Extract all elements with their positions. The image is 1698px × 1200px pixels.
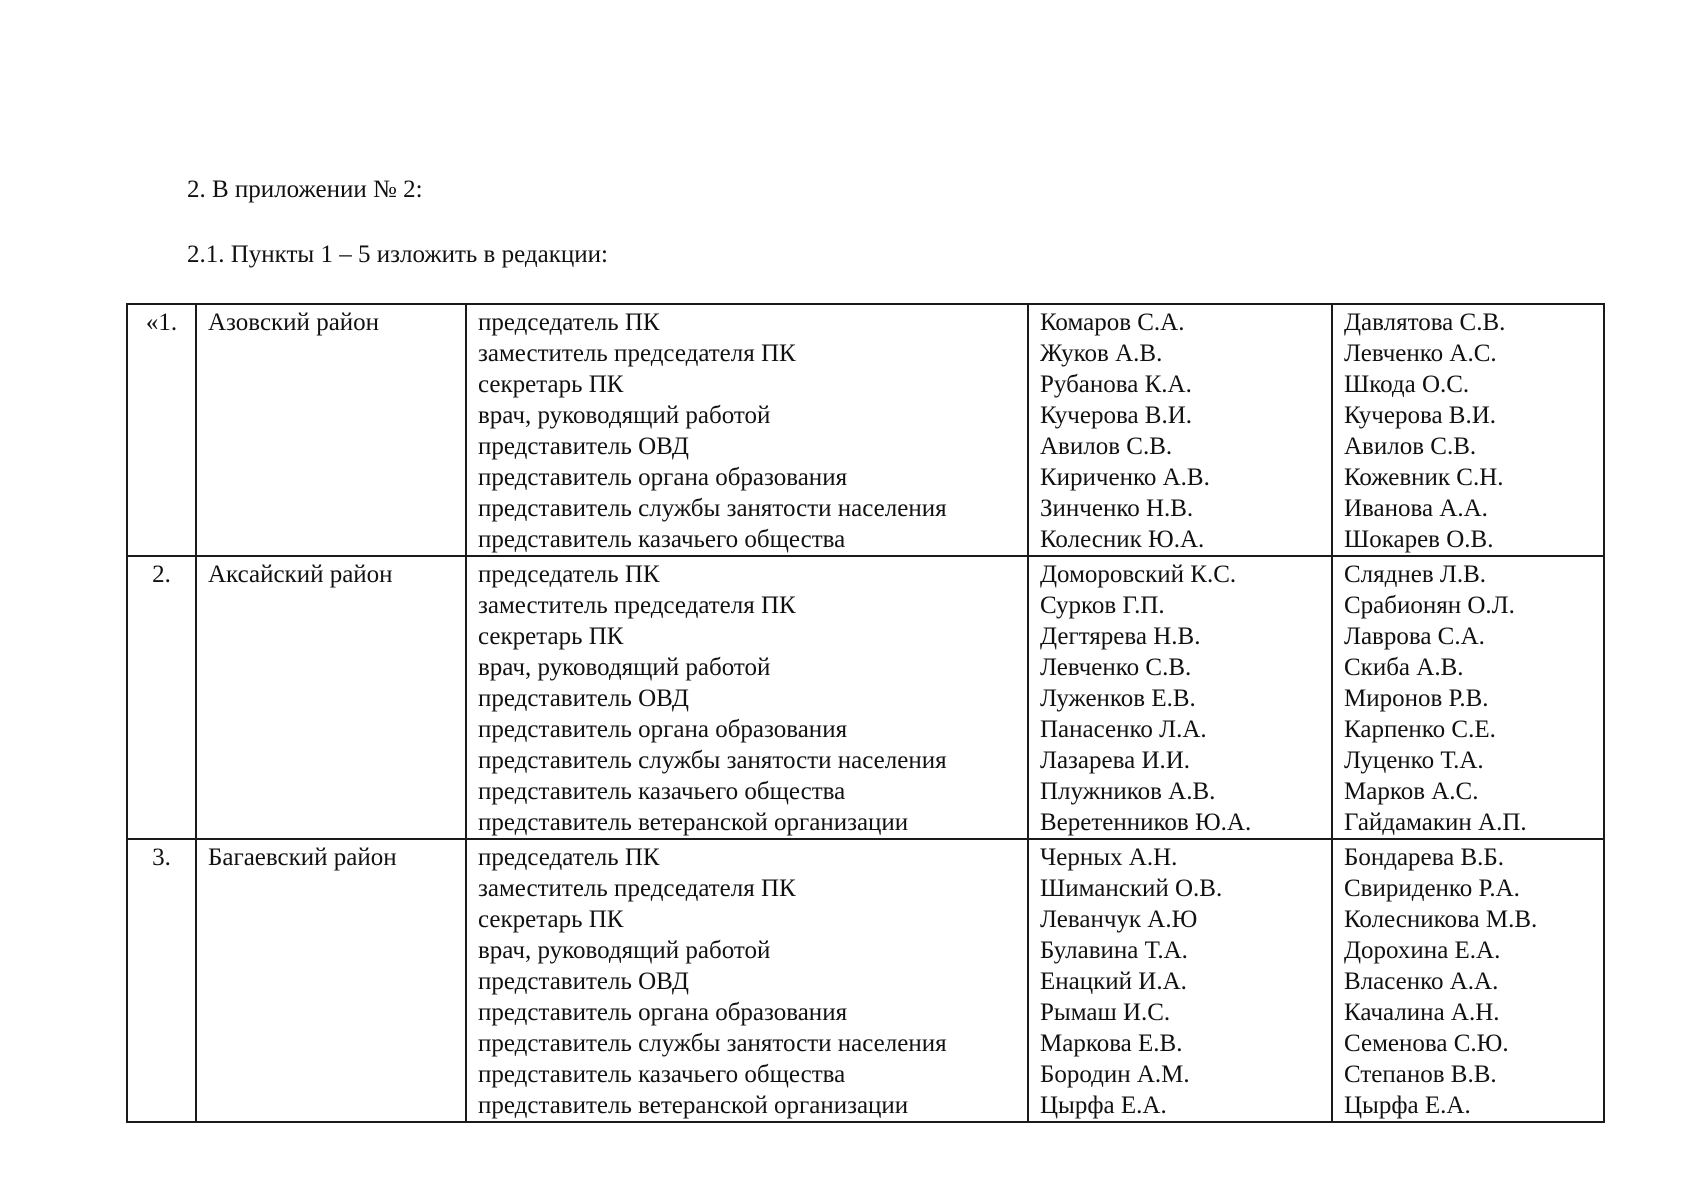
- row-number: 2.: [127, 556, 196, 839]
- reserve-member-name: Срабионян О.Л.: [1344, 592, 1515, 619]
- reserve-member-name: Иванова А.А.: [1344, 495, 1488, 522]
- reserve-member-name: Цырфа Е.А.: [1344, 1092, 1471, 1119]
- main-member-name: Рымаш И.С.: [1040, 999, 1171, 1026]
- district-name: Аксайский район: [196, 556, 466, 839]
- district-row: [127, 304, 1604, 556]
- reserve-member-name: Кучерова В.И.: [1344, 402, 1497, 429]
- reserve-member-name: Луценко Т.А.: [1344, 747, 1484, 774]
- reserve-member-name: Давлятова С.В.: [1344, 309, 1506, 336]
- reserve-member-name: Колесникова М.В.: [1344, 906, 1538, 933]
- role-label: представитель ветеранской организации: [478, 1092, 909, 1119]
- main-member-name: Рубанова К.А.: [1040, 371, 1192, 398]
- main-member-name: Авилов С.В.: [1040, 433, 1173, 460]
- main-member-name: Доморовский К.С.: [1040, 561, 1237, 588]
- main-member-name: Цырфа Е.А.: [1040, 1092, 1167, 1119]
- reserve-member-name: Власенко А.А.: [1344, 968, 1499, 995]
- role-label: председатель ПК: [478, 309, 660, 336]
- reserve-member-name: Шокарев О.В.: [1344, 526, 1494, 553]
- role-label: представитель органа образования: [478, 464, 848, 491]
- commission-roster-table: [126, 303, 1605, 1123]
- reserve-member-name: Карпенко С.Е.: [1344, 716, 1496, 743]
- main-member-name: Плужников А.В.: [1040, 778, 1216, 805]
- main-member-name: Панасенко Л.А.: [1040, 716, 1207, 743]
- main-member-name: Шиманский О.В.: [1040, 875, 1223, 902]
- role-label: представитель казачьего общества: [478, 526, 846, 553]
- role-label: секретарь ПК: [478, 371, 624, 398]
- reserve-member-name: Марков А.С.: [1344, 778, 1479, 805]
- main-member-name: Кучерова В.И.: [1040, 402, 1193, 429]
- reserve-member-name: Качалина А.Н.: [1344, 999, 1500, 1026]
- main-member-name: Енацкий И.А.: [1040, 968, 1187, 995]
- role-label: заместитель председателя ПК: [478, 340, 796, 367]
- main-member-name: Черных А.Н.: [1040, 844, 1178, 871]
- main-member-name: Лазарева И.И.: [1040, 747, 1191, 774]
- reserve-member-name: Бондарева В.Б.: [1344, 844, 1504, 871]
- role-label: представитель казачьего общества: [478, 778, 846, 805]
- main-cell: [1028, 304, 1332, 556]
- paragraph-appendix-2: 2. В приложении № 2:: [187, 176, 423, 203]
- reserve-member-name: Семенова С.Ю.: [1344, 1030, 1509, 1057]
- role-label: представитель органа образования: [478, 716, 848, 743]
- reserve-member-name: Миронов Р.В.: [1344, 685, 1489, 712]
- main-member-name: Кириченко А.В.: [1040, 464, 1210, 491]
- main-member-name: Зинченко Н.В.: [1040, 495, 1194, 522]
- reserve-member-name: Скиба А.В.: [1344, 654, 1464, 681]
- reserve-member-name: Авилов С.В.: [1344, 433, 1477, 460]
- row-number: «1.: [127, 304, 196, 556]
- reserve-cell: [1332, 304, 1604, 556]
- reserve-member-name: Лаврова С.А.: [1344, 623, 1485, 650]
- reserve-member-name: Гайдамакин А.П.: [1344, 809, 1527, 836]
- role-label: представитель службы занятости населения: [478, 495, 947, 522]
- role-label: представитель службы занятости населения: [478, 747, 947, 774]
- role-label: врач, руководящий работой: [478, 654, 771, 681]
- row-number: 3.: [127, 839, 196, 1122]
- main-member-name: Бородин А.М.: [1040, 1061, 1190, 1088]
- role-label: представитель ОВД: [478, 685, 689, 712]
- main-member-name: Булавина Т.А.: [1040, 937, 1188, 964]
- role-label: заместитель председателя ПК: [478, 875, 796, 902]
- role-label: секретарь ПК: [478, 906, 624, 933]
- district-name: Багаевский район: [196, 839, 466, 1122]
- main-member-name: Комаров С.А.: [1040, 309, 1185, 336]
- main-member-name: Левченко С.В.: [1040, 654, 1192, 681]
- reserve-member-name: Кожевник С.Н.: [1344, 464, 1504, 491]
- role-label: председатель ПК: [478, 561, 660, 588]
- district-name: Азовский район: [196, 304, 466, 556]
- role-label: представитель ветеранской организации: [478, 809, 909, 836]
- role-label: представитель ОВД: [478, 433, 689, 460]
- reserve-member-name: Левченко А.С.: [1344, 340, 1497, 367]
- main-member-name: Сурков Г.П.: [1040, 592, 1165, 619]
- role-label: секретарь ПК: [478, 623, 624, 650]
- main-member-name: Веретенников Ю.А.: [1040, 809, 1252, 836]
- reserve-member-name: Дорохина Е.А.: [1344, 937, 1501, 964]
- reserve-cell: [1332, 839, 1604, 1122]
- role-label: председатель ПК: [478, 844, 660, 871]
- roster-body: [127, 304, 1604, 1122]
- reserve-member-name: Шкода О.С.: [1344, 371, 1470, 398]
- main-member-name: Жуков А.В.: [1040, 340, 1163, 367]
- district-row: [127, 839, 1604, 1122]
- role-label: врач, руководящий работой: [478, 937, 771, 964]
- role-label: заместитель председателя ПК: [478, 592, 796, 619]
- main-cell: [1028, 556, 1332, 839]
- main-member-name: Колесник Ю.А.: [1040, 526, 1205, 553]
- role-label: представитель органа образования: [478, 999, 848, 1026]
- reserve-member-name: Степанов В.В.: [1344, 1061, 1497, 1088]
- roles-cell: [466, 304, 1028, 556]
- role-label: представитель казачьего общества: [478, 1061, 846, 1088]
- main-member-name: Дегтярева Н.В.: [1040, 623, 1201, 650]
- role-label: представитель службы занятости населения: [478, 1030, 947, 1057]
- roles-cell: [466, 556, 1028, 839]
- roles-cell: [466, 839, 1028, 1122]
- district-row: [127, 556, 1604, 839]
- reserve-member-name: Свириденко Р.А.: [1344, 875, 1520, 902]
- main-member-name: Луженков Е.В.: [1040, 685, 1196, 712]
- reserve-cell: [1332, 556, 1604, 839]
- role-label: представитель ОВД: [478, 968, 689, 995]
- main-member-name: Маркова Е.В.: [1040, 1030, 1183, 1057]
- main-cell: [1028, 839, 1332, 1122]
- main-member-name: Леванчук А.Ю: [1040, 906, 1198, 933]
- reserve-member-name: Сляднев Л.В.: [1344, 561, 1487, 588]
- paragraph-items-1-5: 2.1. Пункты 1 – 5 изложить в редакции:: [187, 241, 608, 268]
- role-label: врач, руководящий работой: [478, 402, 771, 429]
